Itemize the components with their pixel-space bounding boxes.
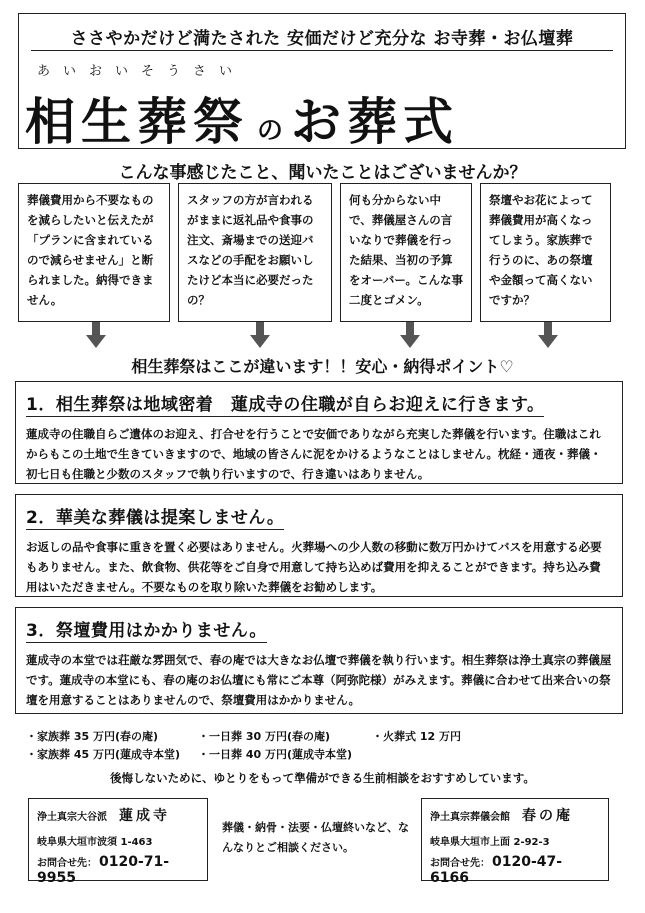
- main-title-name: 相生葬祭: [25, 92, 249, 151]
- down-arrow-icon: [538, 322, 558, 348]
- point-section-3: [15, 607, 623, 714]
- phone-label: お問合せ先：: [430, 858, 490, 869]
- main-title: [25, 82, 625, 154]
- temple-sect: 浄土真宗大谷派: [37, 812, 107, 823]
- phone-number[interactable]: 0120-71-9955: [37, 854, 170, 886]
- down-arrow-icon: [250, 322, 270, 348]
- down-arrow-icon: [400, 322, 420, 348]
- price-item: ・家族葬 45 万円(蓮成寺本堂): [26, 748, 181, 761]
- question-heading: こんな事感じたこと、聞いたことはございませんか？: [118, 163, 527, 183]
- price-item: ・火葬式 12 万円: [372, 730, 461, 743]
- case-box-3: 何も分からない中で、葬儀屋さんの言いなりで葬儀を行った結果、当初の予算をオーバー。こんな事二度とゴメン。: [340, 183, 472, 322]
- temple-address: 岐阜県大垣市波須 1-463: [37, 837, 153, 848]
- price-list: [26, 728, 626, 764]
- header-box: [18, 13, 626, 149]
- temple-name: 蓮成寺: [119, 808, 170, 824]
- down-arrow-icon: [86, 322, 106, 348]
- temple-address: 岐阜県大垣市上面 2-92-3: [430, 837, 550, 848]
- phone-number[interactable]: 0120-47-6166: [430, 854, 563, 886]
- price-item: ・一日葬 40 万円(蓮成寺本堂): [198, 748, 353, 761]
- case-box-4: 祭壇やお花によって葬儀費用が高くなってしまう。家族葬で行うのに、あの祭壇や金額って高くないですか？: [480, 183, 611, 322]
- temple-card-haru: [421, 798, 609, 886]
- temple-name: 春の庵: [522, 808, 573, 824]
- point-heading: 2．華美な葬儀は提案しません。: [26, 503, 284, 530]
- tagline: ささやかだけど満たされた 安価だけど充分な お寺葬・お仏壇葬: [70, 29, 574, 49]
- title-ruby: あいおいそうさい: [37, 64, 246, 79]
- points-title: 相生葬祭はここが違います！！安心・納得ポイント♡: [131, 357, 514, 376]
- price-item: ・家族葬 35 万円(春の庵): [26, 730, 159, 743]
- case-box-2: スタッフの方が言われるがままに返礼品や食事の注文、斎場までの送迎バスなどの手配をお願いしたけど本当に必要だったの？: [178, 183, 332, 322]
- advice-text: 後悔しないために、ゆとりをもって準備ができる生前相談をおすすめしています。: [110, 771, 535, 785]
- point-body: お返しの品や食事に重きを置く必要はありません。火葬場への少人数の移動に数万円かけてバスを用意する必要もありません。また、飲食物、供花等をご自身で用意して持ち込めば費用を抑えることができます。持ち込み費用はいただきません。不要なものを取り除いた葬儀をお勧めします。: [26, 540, 602, 594]
- point-section-1: [15, 381, 623, 484]
- temple-card-rensei: [28, 798, 208, 886]
- point-body: 蓮成寺の住職自らご遺体のお迎え、打合せを行うことで安価でありながら充実した葬儀を行います。住職はこれからもこの土地で生きていきますので、地域の皆さんに泥をかけるようなことはしません。枕経・通夜・葬儀・初七日も住職と少数のスタッフで執り行いますので、行き違いはありません。: [26, 427, 602, 481]
- temple-phone: [37, 854, 199, 886]
- price-item: ・一日葬 30 万円(春の庵): [198, 730, 331, 743]
- tagline-divider: [31, 50, 613, 51]
- point-heading: 3．祭壇費用はかかりません。: [26, 616, 267, 643]
- point-section-2: [15, 494, 623, 597]
- consultation-note: 葬儀・納骨・法要・仏壇終いなど、なんなりとご相談ください。: [222, 821, 409, 854]
- point-heading: 1．相生葬祭は地域密着 蓮成寺の住職が自らお迎えに行きます。: [26, 390, 544, 417]
- temple-phone: [430, 854, 600, 886]
- case-box-1: 葬儀費用から不要なものを減らしたいと伝えたが「プランに含まれているので減らせません」と断られました。納得できません。: [18, 183, 170, 322]
- temple-sect: 浄土真宗葬儀会館: [430, 812, 510, 823]
- point-body: 蓮成寺の本堂では荘厳な雰囲気で、春の庵では大きなお仏壇で葬儀を執り行います。相生葬祭は浄土真宗の葬儀屋です。蓮成寺の本堂にも、春の庵のお仏壇にも常にご本尊（阿弥陀様）がみえます。葬儀に合わせて出来合いの祭壇を用意することはありませんので、祭壇費用はかかりません。: [26, 653, 612, 707]
- main-title-end: お葬式: [291, 92, 460, 151]
- main-title-no: の: [257, 116, 284, 146]
- phone-label: お問合せ先：: [37, 858, 97, 869]
